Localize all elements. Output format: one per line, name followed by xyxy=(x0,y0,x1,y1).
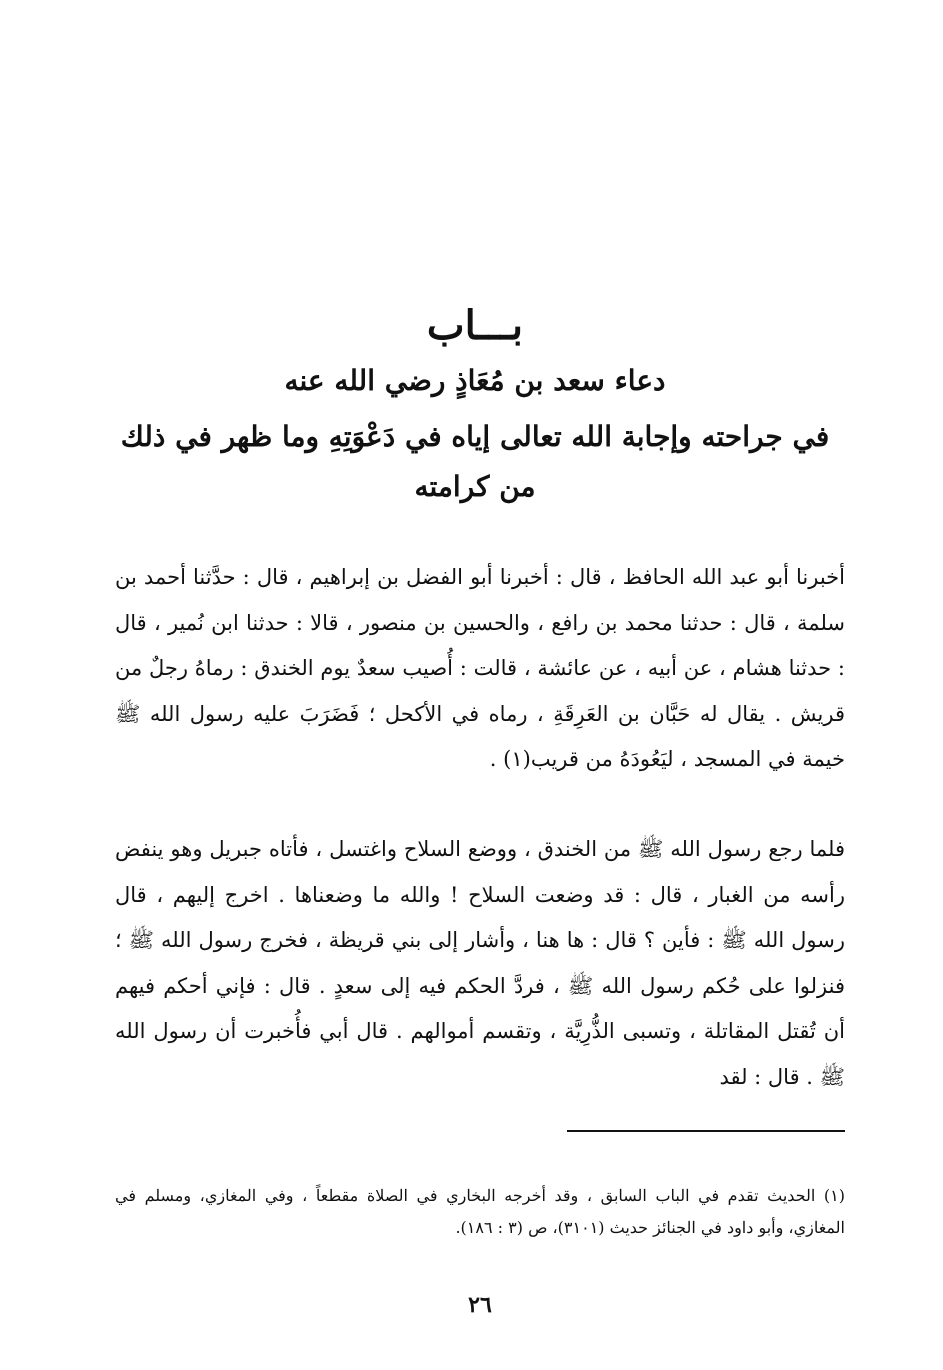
chapter-title-line2: في جراحته وإجابة الله تعالى إياه في دَعْوَتِهِ وما ظهر في ذلك من كرامته xyxy=(120,420,830,503)
chapter-title-line1: دعاء سعد بن مُعَاذٍ رضي الله عنه xyxy=(284,364,666,397)
footnote: (١) الحديث تقدم في الباب السابق ، وقد أخرجه البخاري في الصلاة مقطعاً ، وفي المغازي، ومسلم في المغازي، وأبو داود في الجنائز حديث (٣١٠١)، ص (٣ : ١٨٦). xyxy=(115,1186,846,1237)
footnote-divider xyxy=(567,1130,845,1132)
paragraph-1: أخبرنا أبو عبد الله الحافظ ، قال : أخبرنا أبو الفضل بن إبراهيم ، قال : حدَّثنا أحمد بن سلمة ، قال : حدثنا محمد بن رافع ، والحسين بن منصور ، قالا : حدثنا ابن نُمير ، قال : حدثنا هشام ، عن أبيه ، عن عائشة ، قالت : أُصيب سعدٌ يوم الخندق : رماهُ رجلٌ من قريش . يقال له حَبَّان بن العَرِقَةِ ، رماه في الأكحل ؛ فَضَرَبَ عليه رسول الله ﷺ خيمة في المسجد ، ليَعُودَهُ من قريب(١) . xyxy=(115,565,845,771)
paragraph-2: فلما رجع رسول الله ﷺ من الخندق ، ووضع السلاح واغتسل ، فأتاه جبريل وهو ينفض رأسه من الغبار ، قال : قد وضعت السلاح ! والله ما وضعناها . اخرج إليهم ، قال رسول الله ﷺ : فأين ؟ قال : ها هنا ، وأشار إلى بني قريظة ، فخرج رسول الله ﷺ ؛ فنزلوا على حُكم رسول الله ﷺ ، فردَّ الحكم فيه إلى سعدٍ . قال : فإني أحكم فيهم أن تُقتل المقاتلة ، وتسبى الذُّرِيَّة ، وتقسم أموالهم . قال أبي فأُخبرت أن رسول الله ﷺ . قال : لقد xyxy=(115,837,845,1089)
chapter-label: بـــاب xyxy=(426,302,524,349)
page-number: ٢٦ xyxy=(468,1292,492,1318)
